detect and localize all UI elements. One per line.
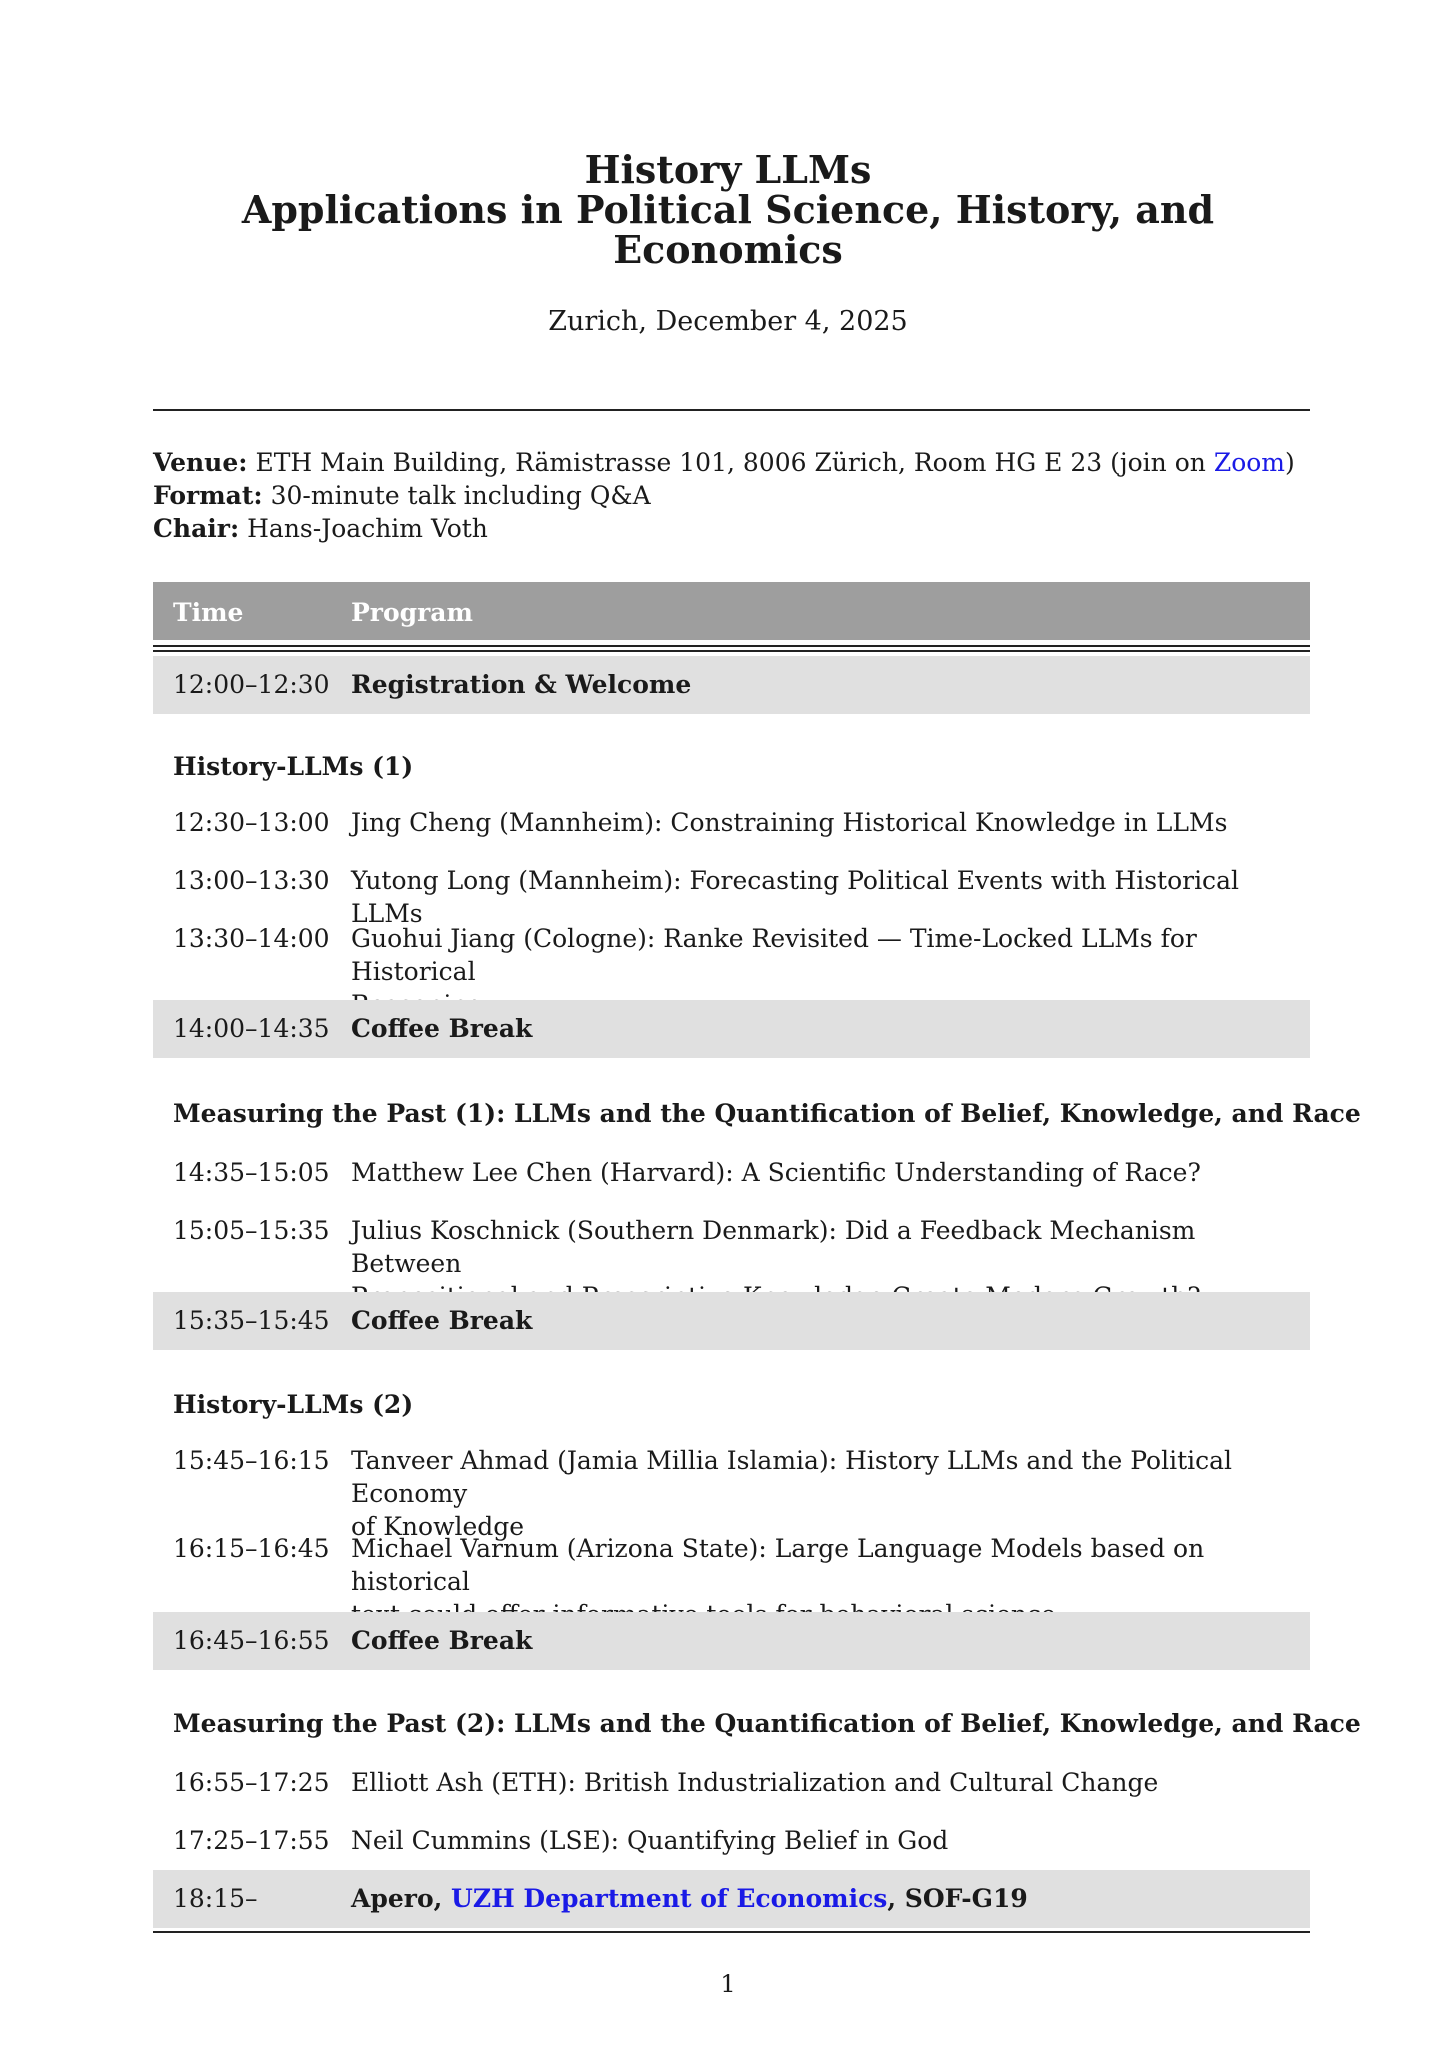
row-time: 13:30–14:00 bbox=[173, 924, 330, 953]
row-program bbox=[351, 1444, 1301, 1543]
venue-label: Venue: bbox=[153, 448, 248, 477]
chair-label: Chair: bbox=[153, 514, 240, 543]
location-date: Zurich, December 4, 2025 bbox=[548, 306, 908, 337]
table-row bbox=[153, 1000, 1310, 1058]
table-row bbox=[153, 1444, 1310, 1541]
table-row bbox=[153, 1156, 1310, 1192]
table-row bbox=[153, 1532, 1310, 1598]
bottom-rule bbox=[153, 1931, 1310, 1933]
row-time: 12:30–13:00 bbox=[173, 808, 330, 837]
zoom-link[interactable]: Zoom bbox=[1213, 448, 1286, 477]
chair-line bbox=[153, 512, 488, 545]
section-heading: History-LLMs (2) bbox=[173, 1390, 414, 1419]
apero-room: , SOF-G19 bbox=[887, 1884, 1028, 1913]
row-program: Coffee Break bbox=[351, 1306, 533, 1335]
row-time: 16:15–16:45 bbox=[173, 1534, 330, 1563]
row-time: 14:35–15:05 bbox=[173, 1158, 330, 1187]
row-time: 16:45–16:55 bbox=[173, 1626, 330, 1655]
title-line-3: Economics bbox=[613, 227, 843, 272]
table-row bbox=[153, 806, 1310, 842]
table-row bbox=[153, 922, 1310, 988]
uzh-economics-link[interactable]: UZH Department of Economics bbox=[451, 1884, 888, 1913]
table-row bbox=[153, 656, 1310, 714]
program-line-1: Guohui Jiang (Cologne): Ranke Revisited — Time-Locked LLMs for Historical bbox=[351, 924, 1197, 986]
apero-label: Apero, bbox=[351, 1884, 452, 1913]
row-time: 15:35–15:45 bbox=[173, 1306, 330, 1335]
program-line-1: Julius Koschnick (Southern Denmark): Did a Feedback Mechanism Between bbox=[351, 1216, 1196, 1278]
row-time: 12:00–12:30 bbox=[173, 670, 330, 699]
header-rule-2 bbox=[153, 650, 1310, 652]
row-program: Registration & Welcome bbox=[351, 670, 692, 699]
row-time: 16:55–17:25 bbox=[173, 1768, 330, 1797]
venue-line bbox=[153, 446, 1295, 479]
row-time: 15:45–16:15 bbox=[173, 1446, 330, 1475]
row-time: 13:00–13:30 bbox=[173, 866, 330, 895]
chair-text: Hans-Joachim Voth bbox=[247, 514, 488, 543]
format-text: 30-minute talk including Q&A bbox=[270, 481, 651, 510]
document-title bbox=[0, 147, 1456, 272]
top-rule bbox=[153, 409, 1310, 411]
header-time: Time bbox=[173, 598, 244, 627]
venue-close: ) bbox=[1285, 448, 1295, 477]
row-program: Coffee Break bbox=[351, 1014, 533, 1043]
table-row bbox=[153, 1612, 1310, 1670]
table-row bbox=[153, 864, 1310, 928]
title-line-1: History LLMs bbox=[584, 147, 872, 192]
row-time: 15:05–15:35 bbox=[173, 1216, 330, 1245]
table-row bbox=[153, 1766, 1310, 1802]
table-row bbox=[153, 1214, 1310, 1280]
row-program: Yutong Long (Mannheim): Forecasting Political Events with Historical LLMs bbox=[351, 866, 1239, 928]
row-time: 17:25–17:55 bbox=[173, 1826, 330, 1855]
page-number: 1 bbox=[720, 1970, 736, 1998]
section-heading: Measuring the Past (2): LLMs and the Quantification of Belief, Knowledge, and Race bbox=[173, 1709, 1361, 1738]
table-row bbox=[153, 1292, 1310, 1350]
table-row bbox=[153, 1824, 1310, 1860]
format-label: Format: bbox=[153, 481, 263, 510]
row-program: Coffee Break bbox=[351, 1626, 533, 1655]
program-line-1: Michael Varnum (Arizona State): Large Language Models based on historical bbox=[351, 1534, 1205, 1596]
table-row bbox=[153, 1870, 1310, 1928]
row-time: 14:00–14:35 bbox=[173, 1014, 330, 1043]
row-program: Matthew Lee Chen (Harvard): A Scientific Understanding of Race? bbox=[351, 1158, 1201, 1187]
section-heading: Measuring the Past (1): LLMs and the Quantification of Belief, Knowledge, and Race bbox=[173, 1099, 1361, 1128]
header-rule-1 bbox=[153, 645, 1310, 647]
row-program bbox=[351, 1882, 1301, 1915]
format-line bbox=[153, 479, 651, 512]
program-line-1: Tanveer Ahmad (Jamia Millia Islamia): History LLMs and the Political Economy bbox=[351, 1446, 1233, 1508]
row-program: Elliott Ash (ETH): British Industrialization and Cultural Change bbox=[351, 1768, 1159, 1797]
section-heading: History-LLMs (1) bbox=[173, 752, 414, 781]
venue-text: ETH Main Building, Rämistrasse 101, 8006 Zürich, Room HG E 23 (join on bbox=[255, 448, 1214, 477]
row-program: Neil Cummins (LSE): Quantifying Belief in God bbox=[351, 1826, 949, 1855]
table-header bbox=[153, 582, 1310, 640]
header-program: Program bbox=[351, 598, 473, 627]
program-line-2: of Knowledge bbox=[351, 1512, 525, 1541]
title-line-2: Applications in Political Science, History, and bbox=[241, 187, 1215, 232]
row-time: 18:15– bbox=[173, 1884, 258, 1913]
row-program: Jing Cheng (Mannheim): Constraining Historical Knowledge in LLMs bbox=[351, 808, 1228, 837]
